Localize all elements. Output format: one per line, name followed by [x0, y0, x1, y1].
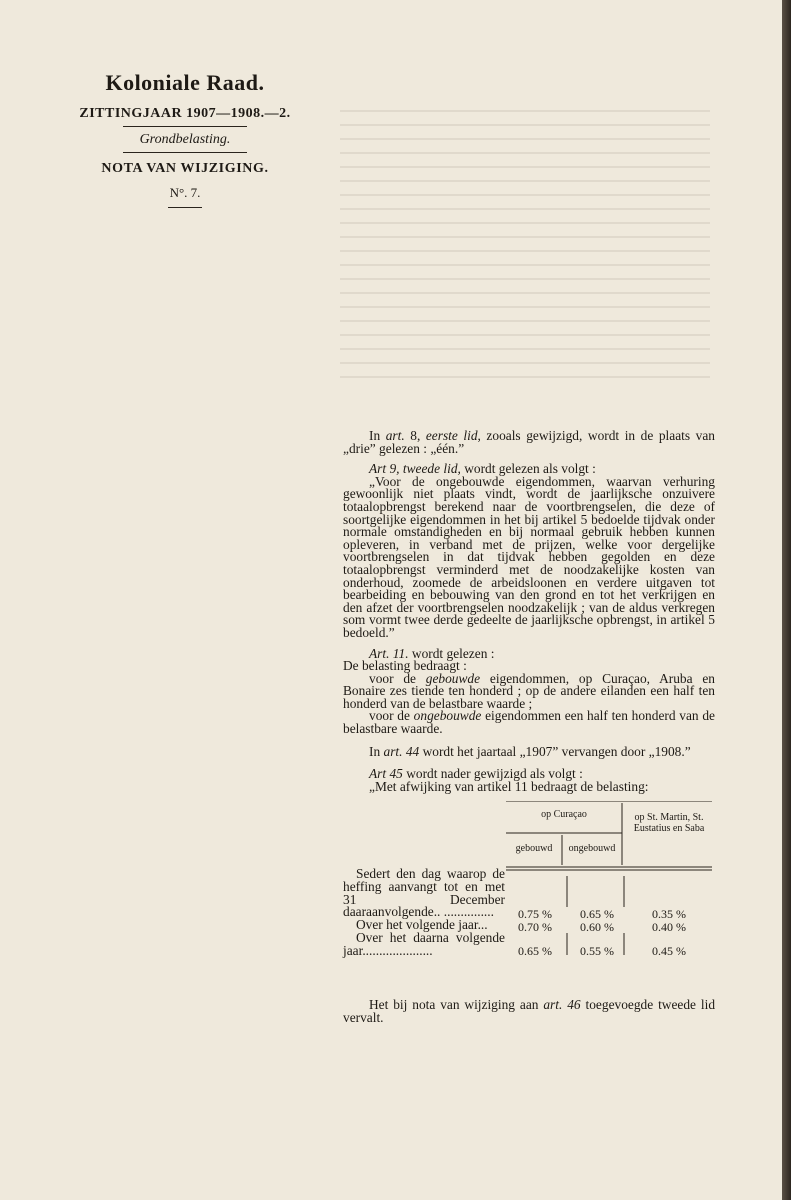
paragraph-art-9: Art 9, tweede lid, wordt gelezen als volgt : [369, 461, 596, 477]
document-header [60, 70, 310, 208]
paragraph-art-45: Art 45 wordt nader gewijzigd als volgt : [369, 766, 583, 782]
row-label-first-period: Sedert den dag waarop de heffing aanvangt tot en met 31 December daaraanvolgende.. ............... [343, 866, 505, 920]
rate-cell: 0.65 % [580, 907, 614, 922]
subject: Grondbelasting. [139, 132, 231, 147]
rate-cell: 0.65 % [518, 944, 552, 959]
book-spine-edge [782, 0, 791, 1200]
paragraph-belasting: De belasting bedraagt : [343, 658, 467, 674]
session-year: ZITTINGJAAR 1907—1908.—2. [79, 106, 291, 121]
rate-cell: 0.70 % [518, 920, 552, 935]
paragraph-art-45-text: „Met afwijking van artikel 11 bedraagt de belasting: [369, 778, 649, 794]
divider [123, 152, 247, 153]
rate-cell: 0.45 % [652, 944, 686, 959]
paragraph-gebouwde: voor de gebouwde eigendommen, op Curaçao, Aruba en Bonaire zes tiende ten honderd ; op de andere eilanden een half ten honderd van de belastbare waarde ; [343, 670, 715, 711]
rate-cell: 0.60 % [580, 920, 614, 935]
rate-cell: 0.55 % [580, 944, 614, 959]
rate-cell: 0.35 % [652, 907, 686, 922]
divider [123, 126, 247, 127]
amendment-text [343, 430, 715, 1025]
divider [168, 207, 202, 208]
paragraph-art-11: Art. 11. wordt gelezen : [369, 645, 495, 661]
tax-rate-table [343, 801, 715, 985]
header-ongebouwd: ongebouwd [568, 843, 616, 855]
rate-cell: 0.75 % [518, 907, 552, 922]
row-label-following-year: Over het daarna volgende jaar..................... [343, 930, 505, 959]
paragraph-art-44: In art. 44 wordt het jaartaal „1907” vervangen door „1908.” [369, 743, 691, 759]
nota-number: N°. 7. [169, 185, 201, 200]
paragraph-art-46: Het bij nota van wijziging aan art. 46 toegevoegde tweede lid vervalt. [343, 997, 716, 1026]
rate-cell: 0.40 % [652, 920, 686, 935]
nota-heading: NOTA VAN WIJZIGING. [101, 161, 269, 176]
row-label-next-year: Over het volgende jaar... [356, 917, 488, 933]
paragraph-art-9-text: „Voor de ongebouwde eigendommen, waarvan verhuring gewoonlijk niet plaats vindt, wordt de jaarlijksche onzuivere totaalopbrengst berekend naar de voortbrengselen, die deze of soortgelijke eigendommen in het bij artikel 5 bedoelde tijdvak onder normale omstandigheden en bij normaal gebruik hebben kunnen opleveren, in verband met de prijzen, welke voor dergelijke voortbrengselen in dat tijdvak hebben gegolden en deze totaalopbrengst verminderd met de noodzakelijke kosten van onderhoud, zoomede de arbeidsloonen en verdere uitgaven tot bearbeiding en bebouwing van den grond en tot het verkrijgen en den afzet der voortbrengselen noodzakelijk ; van de aldus verkregen som vormt twee derde gedeelte de jaarlijksche opbrengst, in artikel 5 bedoeld.” [343, 473, 715, 640]
header-curacao: op Curaçao [541, 809, 587, 821]
bleed-through-text [340, 110, 710, 400]
council-title: Koloniale Raad. [105, 70, 265, 95]
paragraph-art-8: In art. 8, eerste lid, zooals gewijzigd, wordt in de plaats van „drie” gelezen : „één.” [343, 428, 715, 456]
header-gebouwd: gebouwd [515, 843, 553, 855]
header-other-islands: op St. Martin, St. Eustatius en Saba [633, 812, 705, 835]
paragraph-ongebouwde: voor de ongebouwde eigendommen een half ten honderd van de belastbare waarde. [343, 708, 715, 737]
